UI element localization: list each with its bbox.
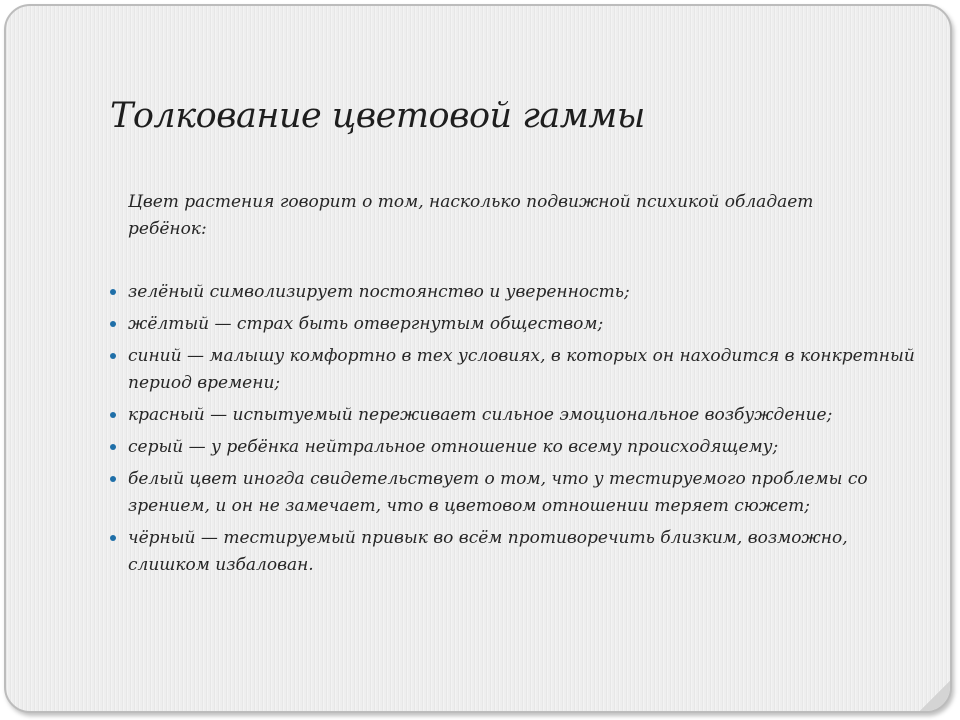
- bullet-text: серый — у ребёнка нейтральное отношение ко всему происходящему;: [128, 437, 779, 457]
- bullet-dot-icon: [110, 289, 116, 295]
- bullet-dot-icon: [110, 535, 116, 541]
- bullet-item-yellow: [110, 311, 930, 338]
- bullet-dot-icon: [110, 444, 116, 450]
- bullet-text: красный — испытуемый переживает сильное эмоциональное возбуждение;: [128, 405, 833, 425]
- bullet-text: жёлтый — страх быть отвергнутым обществом;: [128, 314, 604, 334]
- bullet-item-black: [110, 525, 930, 579]
- bullet-item-white: [110, 466, 930, 520]
- bullet-text: зелёный символизирует постоянство и уверенность;: [128, 282, 630, 302]
- intro-paragraph: Цвет растения говорит о том, насколько подвижной психикой обладает ребёнок:: [128, 192, 814, 239]
- bullet-item-gray: [110, 434, 930, 461]
- slide-title: Толкование цветовой гаммы: [110, 96, 645, 136]
- bullet-list: [110, 279, 930, 584]
- bullet-text: белый цвет иногда свидетельствует о том, что у тестируемого проблемы со зрением, и он не замечает, что в цветовом отношении теряет сюжет;: [128, 469, 868, 516]
- bullet-text: синий — малышу комфортно в тех условиях, в которых он находится в конкретный период времени;: [128, 346, 915, 393]
- bullet-dot-icon: [110, 321, 116, 327]
- bullet-item-red: [110, 402, 930, 429]
- bullet-item-blue: [110, 343, 930, 397]
- bullet-dot-icon: [110, 476, 116, 482]
- page-corner-fold: [920, 681, 950, 711]
- bullet-item-green: [110, 279, 930, 306]
- bullet-text: чёрный — тестируемый привык во всём противоречить близким, возможно, слишком избалован.: [128, 528, 848, 575]
- bullet-dot-icon: [110, 412, 116, 418]
- bullet-dot-icon: [110, 353, 116, 359]
- slide-frame: [4, 4, 952, 713]
